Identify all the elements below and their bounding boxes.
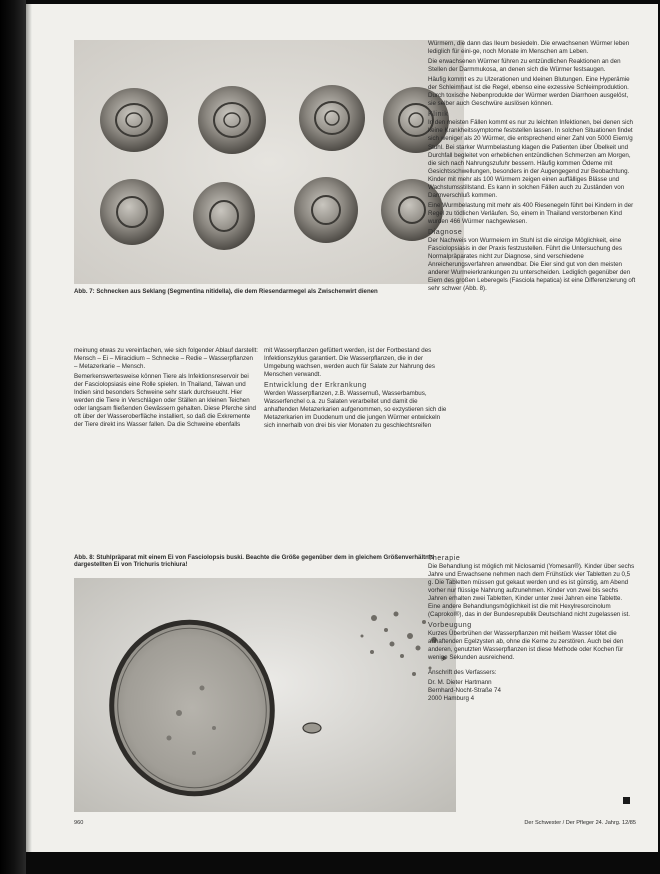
klinik-paragraph-2: Eine Wurmbelastung mit mehr als 400 Riesenegeln führt bei Kindern in der Regel zu tödlichen Verläufen. So, einem in Thailand verstorbenen Kind wurden 466 Würmer nachgewiesen. [428,201,634,225]
end-mark [623,797,630,804]
diagnose-paragraph: Der Nachweis von Wurmeiern im Stuhl ist die einzige Möglichkeit, eine Fasciolopsiasis in der Praxis festzustellen. Führt die Untersuchung des Normalpräparates nicht zur Diagnose, sind verschiedene Anreicherungsverfahren anwendbar. Die Eier sind gut von den meisten anderer Wurmeierkrankungen zu unterscheiden. Lediglich gegenüber den Eiern des großen Leberegels (Fasciola hepatica) ist eine Differenzierung oft sehr schwer (Abb. 8). [428,236,636,293]
page-edge-shadow [26,4,32,852]
page-number: 960 [74,820,84,826]
lower-left-paragraph-1: meinung etwas zu vereinfachen, wie sich folgender Ablauf darstellt: Mensch – Ei – Miracidium – Schnecke – Redie – Wasserpflanzen – Metazerkarie – Mensch. [74,347,259,371]
vorbeugung-heading: Vorbeugung [428,622,472,630]
entwicklung-heading: Entwicklung der Erkrankung [264,382,367,390]
lower-middle-paragraph-1: mit Wasserpflanzen gefüttert werden, ist der Fortbestand des Infektionszyklus garantiert. Die Wasserpflanzen, die in der Umgebung wachsen, werden auch für Salate zur Nahrung des Menschen verwandt. [264,347,435,379]
lower-middle-column [264,347,448,432]
diagnose-heading: Diagnose [428,228,463,236]
egg-micrograph [74,578,456,812]
right-paragraph-3: Häufig kommt es zu Ulzerationen und kleinen Blutungen. Eine Hyperämie der Schleimhaut ist die Regel, ebenso eine exzessive Schleimproduktion. Durch toxische Nebenprodukte der Würmer werden Diarrhoen ausgelöst, sie selber auch Geschwüre auslösen können. [428,76,630,108]
klinik-paragraph-1: In den meisten Fällen kommt es nur zu leichten Infektionen, bei denen sich keine Krankheitssymptome feststellen lassen. In solchen Situationen findet sich weniger als 20 Würmer, die entsprechend einer Zahl von 5000 Eiern/g Stuhl. Bei starker Wurmbelastung klagen die Patienten über Übelkeit und Durchfall begleitet von erheblichen entzündlichen Schmerzen am Morgen, die sich nach Nahrungszufuhr bessern. Häufig kommen Ödeme mit Gesichtsschwellungen, besonders in der Augengegend zur Beobachtung. Kinder mit mehr als 100 Würmern zeigen einen auffälliges Blässe und Wachstumsstillstand. Es kann in solchen Fällen auch zu Zuständen von Darmverschluß kommen. [428,119,633,199]
egg-micrograph-drawing [74,578,456,812]
right-paragraph-1: Würmern, die dann das Ileum besiedeln. Die erwachsenen Würmer leben lediglich für eini-ge, noch Monate im Menschen am Leben. [428,40,630,56]
journal-footer: Der Schwester / Der Pfleger 24. Jahrg. 12/85 [524,820,636,826]
author-heading: Anschrift des Verfassers: [428,668,497,676]
figure-7-caption-text: Schnecken aus Seklang (Segmentina nitidella), die dem Riesendarmegel als Zwischenwirt dienen [96,288,378,295]
author-city: 2000 Hamburg 4 [428,694,475,702]
right-column-bottom [428,553,636,705]
therapie-heading: Therapie [428,555,461,562]
therapie-paragraph: Die Behandlung ist möglich mit Niclosamid (Yomesan®). Kinder über sechs Jahre und Erwachsene nehmen nach dem Frühstück vier Tabletten zu 0,5 g. Die Tabletten müssen gut gekaut werden und es ist günstig, am Abend vorher nur flüssige Nahrung aufzunehmen. Kinder von zwei bis sechs Jahren erhalten zwei Tabletten, Kinder unter zwei Jahren eine Tablette. Eine andere Behandlungsmöglichkeit ist die mit Hexylresorcinolum (Caprokol®), das in der Bundesrepublik Deutschland nicht zugelassen ist. [428,563,635,619]
figure-8-label: Abb. 8 [74,554,93,561]
right-column-top [428,40,636,295]
author-street: Bernhard-Nocht-Straße 74 [428,686,501,694]
figure-8-caption: Abb. 8: Stuhlpräparat mit einem Ei von Fasciolopsis buski. Beachte die Größe gegenüber dem in gleichem Größenverhältnis dargestellten Ei von Trichuris trichiura! [74,554,434,569]
figure-7-label: Abb. 7 [74,288,93,295]
right-paragraph-2: Die erwachsenen Würmer führen zu entzündlichen Reaktionen an den Stellen der Darmmukosa, an denen sich die Würmer festsaugen. [428,58,621,74]
lower-middle-paragraph-2: Werden Wasserpflanzen, z.B. Wassernuß, Wasserbambus, Wasserfenchel o.a. zu Salaten verarbeitet und damit die anhaftenden Metazerkarien aufgenommen, so exzystieren sich die Metazerkarien im Duodenum und die jungen Würmer entwickeln sich innerhalb von drei bis vier Monaten zu geschlechtsreifen [264,390,447,430]
binding-shadow [0,0,26,874]
lower-left-column [74,347,258,431]
small-trichuris-egg [303,723,321,733]
snail-photo [74,40,464,284]
vorbeugung-paragraph: Kurzes Überbrühen der Wasserpflanzen mit heißem Wasser tötet die anhaftenden Egelzysten ab, ohne die Kerne zu zerstören. Auch bei den anderen, genutzten Wasserpflanzen ist diese Methode oder Kochen für wenige Sekunden ausreichend. [428,630,624,662]
klinik-heading: Klinik [428,111,449,119]
figure-8-caption-text: Stuhlpräparat mit einem Ei von Fasciolopsis buski. Beachte die Größe gegenüber dem in gleichem Größenverhältnis dargestellten Ei von Trichuris trichiura! [74,554,434,569]
figure-7-caption: Abb. 7: Schnecken aus Seklang (Segmentina nitidella), die dem Riesendarmegel als Zwischenwirt dienen [74,288,378,295]
book-page [26,4,658,852]
snail-photo-drawing [74,40,464,284]
lower-left-paragraph-2: Bemerkenswertesweise können Tiere als Infektionsreservoir bei der Fasciolopsiasis eine Rolle spielen. In Thailand, Taiwan und Indien sind besonders Schweine sehr stark durchseucht. Hier werden die Tiere in Verschlägen oder Ställen an kleinen Teichen oder langsam fließenden Gewässern gehalten. Diese Pferche sind oft über der Wasseroberfläche installiert, so daß die Exkremente der Tiere direkt ins Wasser fallen. Da die Schweine ebenfalls [74,373,256,429]
author-name: Dr. M. Dieter Hartmann [428,678,492,686]
